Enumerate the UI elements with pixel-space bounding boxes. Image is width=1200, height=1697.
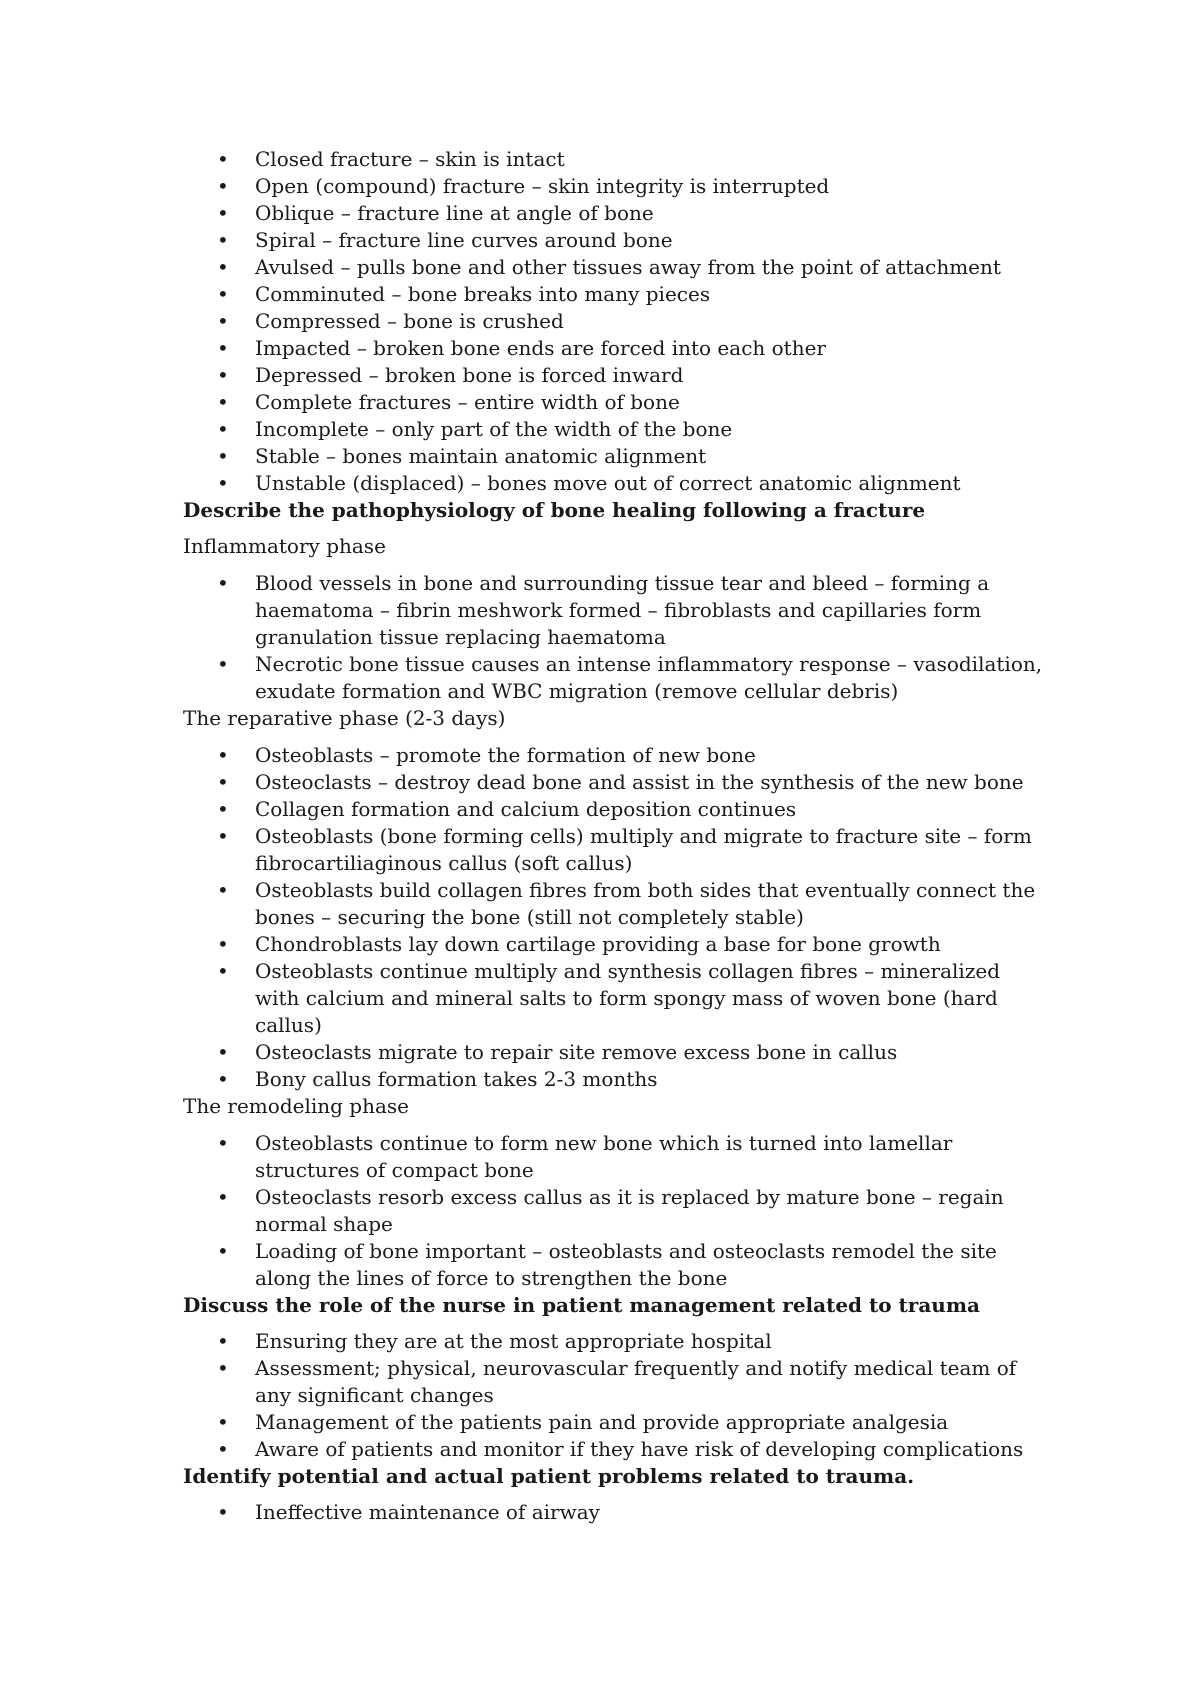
list-item-text: Unstable (displaced) – bones move out of correct anatomic alignment	[255, 471, 961, 495]
bullet-icon: •	[217, 1131, 229, 1155]
bullet-icon: •	[217, 336, 229, 360]
list-item	[183, 877, 1043, 931]
bullet-icon: •	[217, 471, 229, 495]
list-item-text: Blood vessels in bone and surrounding tissue tear and bleed – forming a haematoma – fibrin meshwork formed – fibroblasts and capillaries form granulation tissue replacing haematoma	[255, 571, 990, 649]
list-item	[183, 308, 1043, 335]
list-item	[183, 769, 1043, 796]
list-item	[183, 1238, 1043, 1292]
bullet-icon: •	[217, 390, 229, 414]
list-item-text: Closed fracture – skin is intact	[255, 147, 565, 171]
bullet-icon: •	[217, 1437, 229, 1461]
list-item	[183, 335, 1043, 362]
list-item-text: Osteoblasts (bone forming cells) multiply and migrate to fracture site – form fibrocartiliaginous callus (soft callus)	[255, 824, 1032, 875]
list-item	[183, 200, 1043, 227]
list-item-text: Bony callus formation takes 2-3 months	[255, 1067, 658, 1091]
bullet-icon: •	[217, 1067, 229, 1091]
bullet-icon: •	[217, 652, 229, 676]
list-item	[183, 1328, 1043, 1355]
bullet-icon: •	[217, 932, 229, 956]
list-item-text: Stable – bones maintain anatomic alignment	[255, 444, 707, 468]
bullet-icon: •	[217, 878, 229, 902]
bullet-icon: •	[217, 363, 229, 387]
bullet-icon: •	[217, 1239, 229, 1263]
list-item	[183, 443, 1043, 470]
list-item-text: Depressed – broken bone is forced inward	[255, 363, 684, 387]
list-item-text: Spiral – fracture line curves around bone	[255, 228, 673, 252]
list-item-text: Osteoblasts – promote the formation of new bone	[255, 743, 756, 767]
bullet-icon: •	[217, 255, 229, 279]
list-item-text: Complete fractures – entire width of bone	[255, 390, 680, 414]
bullet-icon: •	[217, 174, 229, 198]
list-item	[183, 470, 1043, 497]
bullet-icon: •	[217, 1185, 229, 1209]
list-item-text: Osteoclasts resorb excess callus as it is replaced by mature bone – regain normal shape	[255, 1185, 1004, 1236]
document-page	[183, 146, 1043, 1526]
list-item	[183, 796, 1043, 823]
list-item	[183, 742, 1043, 769]
bullet-icon: •	[217, 1040, 229, 1064]
list-item	[183, 1499, 1043, 1526]
bullet-icon: •	[217, 770, 229, 794]
bullet-icon: •	[217, 444, 229, 468]
list-item	[183, 931, 1043, 958]
list-item-text: Avulsed – pulls bone and other tissues away from the point of attachment	[255, 255, 1001, 279]
bullet-icon: •	[217, 797, 229, 821]
list-item	[183, 254, 1043, 281]
list-item	[183, 1066, 1043, 1093]
list-item-text: Osteoclasts migrate to repair site remove excess bone in callus	[255, 1040, 898, 1064]
list-item-text: Management of the patients pain and provide appropriate analgesia	[255, 1410, 949, 1434]
list-item	[183, 146, 1043, 173]
section-heading-nurse-role: Discuss the role of the nurse in patient management related to trauma	[183, 1293, 980, 1317]
list-item-text: Collagen formation and calcium deposition continues	[255, 797, 797, 821]
list-item	[183, 362, 1043, 389]
list-item	[183, 958, 1043, 1039]
bullet-icon: •	[217, 959, 229, 983]
list-item	[183, 1355, 1043, 1409]
bullet-icon: •	[217, 147, 229, 171]
list-item-text: Incomplete – only part of the width of the bone	[255, 417, 733, 441]
subheading-reparative-phase: The reparative phase (2-3 days)	[183, 706, 506, 730]
bullet-icon: •	[217, 1500, 229, 1524]
list-item-text: Osteoclasts – destroy dead bone and assist in the synthesis of the new bone	[255, 770, 1024, 794]
list-item	[183, 1436, 1043, 1463]
list-item-text: Osteoblasts continue multiply and synthesis collagen fibres – mineralized with calcium and mineral salts to form spongy mass of woven bone (hard callus)	[255, 959, 1000, 1037]
list-item-text: Ineffective maintenance of airway	[255, 1500, 600, 1524]
bullet-icon: •	[217, 571, 229, 595]
list-item-text: Chondroblasts lay down cartilage providing a base for bone growth	[255, 932, 941, 956]
bullet-icon: •	[217, 1329, 229, 1353]
subheading-remodeling-phase: The remodeling phase	[183, 1094, 409, 1118]
list-item	[183, 1184, 1043, 1238]
bullet-icon: •	[217, 309, 229, 333]
list-item	[183, 281, 1043, 308]
list-item-text: Osteoblasts build collagen fibres from both sides that eventually connect the bones – securing the bone (still not completely stable)	[255, 878, 1036, 929]
list-item-text: Ensuring they are at the most appropriate hospital	[255, 1329, 772, 1353]
list-item	[183, 1130, 1043, 1184]
nurse-role-list	[183, 1328, 1043, 1463]
list-item	[183, 227, 1043, 254]
list-item	[183, 1409, 1043, 1436]
bullet-icon: •	[217, 743, 229, 767]
list-item-text: Osteoblasts continue to form new bone which is turned into lamellar structures of compact bone	[255, 1131, 953, 1182]
section-heading-bone-healing: Describe the pathophysiology of bone healing following a fracture	[183, 498, 926, 522]
list-item	[183, 389, 1043, 416]
list-item-text: Comminuted – bone breaks into many pieces	[255, 282, 711, 306]
list-item	[183, 416, 1043, 443]
list-item-text: Oblique – fracture line at angle of bone	[255, 201, 654, 225]
list-item	[183, 823, 1043, 877]
list-item-text: Assessment; physical, neurovascular frequently and notify medical team of any significant changes	[255, 1356, 1017, 1407]
bullet-icon: •	[217, 417, 229, 441]
list-item-text: Impacted – broken bone ends are forced into each other	[255, 336, 826, 360]
bullet-icon: •	[217, 1410, 229, 1434]
list-item	[183, 570, 1043, 651]
bullet-icon: •	[217, 282, 229, 306]
bullet-icon: •	[217, 228, 229, 252]
list-item-text: Aware of patients and monitor if they have risk of developing complications	[255, 1437, 1024, 1461]
bullet-icon: •	[217, 824, 229, 848]
subheading-inflammatory-phase: Inflammatory phase	[183, 534, 386, 558]
patient-problems-list	[183, 1499, 1043, 1526]
list-item-text: Loading of bone important – osteoblasts and osteoclasts remodel the site along the lines of force to strengthen the bone	[255, 1239, 997, 1290]
reparative-phase-list	[183, 742, 1043, 1093]
list-item	[183, 1039, 1043, 1066]
list-item-text: Compressed – bone is crushed	[255, 309, 564, 333]
list-item	[183, 651, 1043, 705]
list-item	[183, 173, 1043, 200]
section-heading-patient-problems: Identify potential and actual patient problems related to trauma.	[183, 1464, 915, 1488]
fracture-types-list	[183, 146, 1043, 497]
bullet-icon: •	[217, 201, 229, 225]
inflammatory-phase-list	[183, 570, 1043, 705]
remodeling-phase-list	[183, 1130, 1043, 1292]
bullet-icon: •	[217, 1356, 229, 1380]
list-item-text: Necrotic bone tissue causes an intense inflammatory response – vasodilation, exudate formation and WBC migration (remove cellular debris)	[255, 652, 1043, 703]
list-item-text: Open (compound) fracture – skin integrity is interrupted	[255, 174, 830, 198]
